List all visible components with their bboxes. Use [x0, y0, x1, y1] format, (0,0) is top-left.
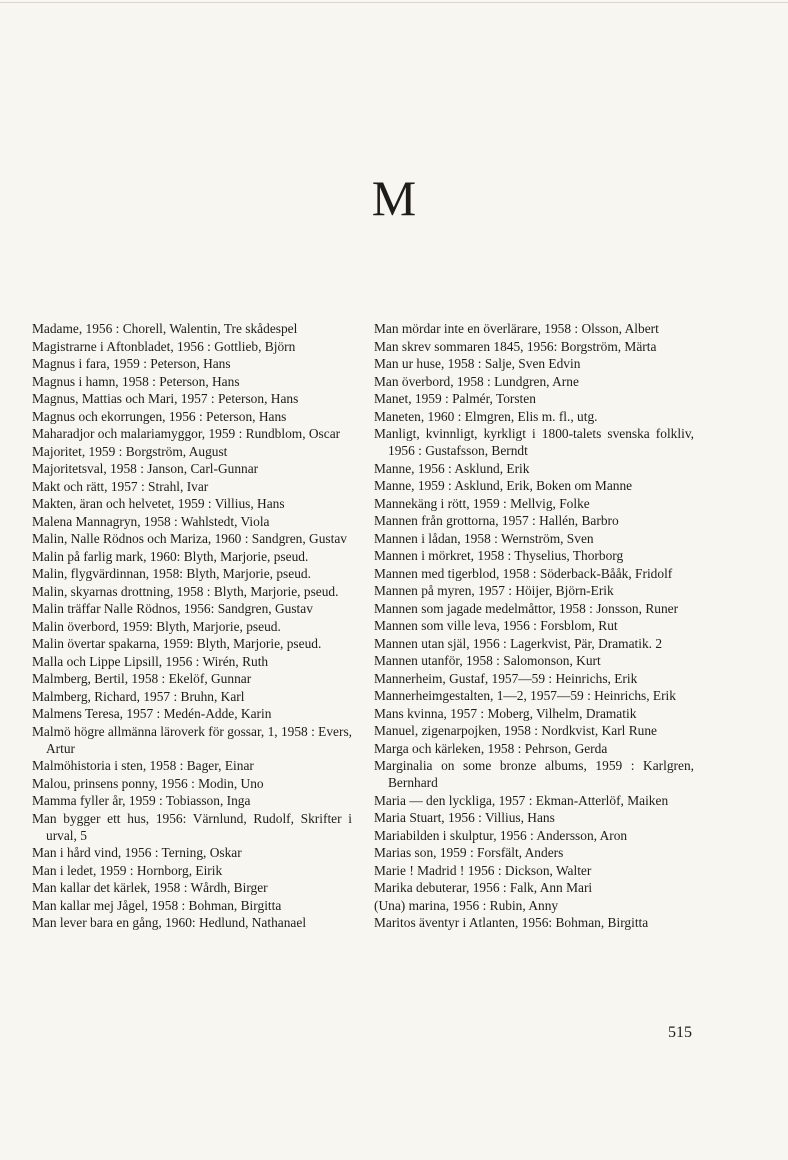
index-entry: Mannen med tigerblod, 1958 : Söderback-Bååk, Fridolf: [374, 565, 673, 581]
index-entry: Magnus i fara, 1959 : Peterson, Hans: [32, 356, 231, 371]
index-entry: Magnus och ekorrungen, 1956 : Peterson, Hans: [32, 408, 287, 424]
index-entry: Marie ! Madrid ! 1956 : Dickson, Walter: [374, 862, 592, 878]
index-entry: Man överbord, 1958 : Lundgren, Arne: [374, 373, 579, 389]
index-entry: Mamma fyller år, 1959 : Tobiasson, Inga: [32, 793, 251, 808]
index-entry: Marginalia on some bronze albums, 1959 : Karlgren, Bernhard: [374, 758, 694, 790]
index-entry: Malin träffar Nalle Rödnos, 1956: Sandgren, Gustav: [32, 601, 313, 616]
index-entry: Malin på farlig mark, 1960: Blyth, Marjorie, pseud.: [32, 548, 309, 564]
index-entry: Mannen utan själ, 1956 : Lagerkvist, Pär, Dramatik. 2: [374, 635, 663, 651]
index-entry: Malou, prinsens ponny, 1956 : Modin, Uno: [32, 775, 264, 791]
right-column: [374, 320, 694, 932]
index-entry: Maria — den lyckliga, 1957 : Ekman-Atterlöf, Maiken: [374, 792, 669, 808]
index-entry: Manne, 1959 : Asklund, Erik, Boken om Manne: [374, 478, 633, 493]
index-entry: Man i ledet, 1959 : Hornborg, Eirik: [32, 862, 223, 878]
index-entry: Malmöhistoria i sten, 1958 : Bager, Einar: [32, 758, 254, 773]
index-entry: Manne, 1956 : Asklund, Erik: [374, 460, 530, 476]
top-rule: [0, 2, 788, 3]
index-entry: Malin, flygvärdinnan, 1958: Blyth, Marjorie, pseud.: [32, 566, 311, 581]
index-entry: Mannen som ville leva, 1956 : Forsblom, Rut: [374, 618, 618, 633]
index-entry: Maritos äventyr i Atlanten, 1956: Bohman, Birgitta: [374, 915, 649, 930]
index-entry: Marga och kärleken, 1958 : Pehrson, Gerda: [374, 740, 608, 756]
index-entry: Makten, äran och helvetet, 1959 : Villius, Hans: [32, 496, 285, 511]
index-entry: Makt och rätt, 1957 : Strahl, Ivar: [32, 478, 209, 494]
index-entry: Man kallar mej Jågel, 1958 : Bohman, Birgitta: [32, 897, 282, 913]
index-entry: Malin övertar spakarna, 1959: Blyth, Marjorie, pseud.: [32, 636, 322, 651]
index-entry: Malla och Lippe Lipsill, 1956 : Wirén, Ruth: [32, 653, 269, 669]
index-entry: Marika debuterar, 1956 : Falk, Ann Mari: [374, 880, 593, 895]
index-entry: Man skrev sommaren 1845, 1956: Borgström, Märta: [374, 338, 657, 354]
index-entry: Magistrarne i Aftonbladet, 1956 : Gottlieb, Björn: [32, 338, 296, 354]
index-entry: Man lever bara en gång, 1960: Hedlund, Nathanael: [32, 915, 307, 930]
index-entry: Mannen från grottorna, 1957 : Hallén, Barbro: [374, 513, 619, 528]
index-entry: (Una) marina, 1956 : Rubin, Anny: [374, 897, 559, 913]
page-number: 515: [668, 1024, 692, 1041]
index-entry: Malena Mannagryn, 1958 : Wahlstedt, Viola: [32, 513, 270, 529]
index-entry: Manuel, zigenarpojken, 1958 : Nordkvist, Karl Rune: [374, 723, 658, 738]
index-entry: Man mördar inte en överlärare, 1958 : Olsson, Albert: [374, 321, 659, 336]
index-entry: Man kallar det kärlek, 1958 : Wårdh, Birger: [32, 880, 268, 895]
index-entry: Malmberg, Bertil, 1958 : Ekelöf, Gunnar: [32, 671, 252, 686]
index-entry: Malmö högre allmänna läroverk för gossar, 1, 1958 : Evers, Artur: [32, 723, 353, 756]
index-entry: Maria Stuart, 1956 : Villius, Hans: [374, 810, 555, 825]
index-entry: Mariabilden i skulptur, 1956 : Andersson, Aron: [374, 827, 628, 843]
index-entry: Malin, Nalle Rödnos och Mariza, 1960 : Sandgren, Gustav: [32, 531, 347, 546]
index-entry: Maneten, 1960 : Elmgren, Elis m. fl., utg.: [374, 408, 598, 424]
index-entry: Mannerheim, Gustaf, 1957—59 : Heinrichs, Erik: [374, 670, 638, 686]
index-entry: Majoritetsval, 1958 : Janson, Carl-Gunnar: [32, 461, 259, 476]
index-entry: Man ur huse, 1958 : Salje, Sven Edvin: [374, 356, 581, 371]
index-entry: Malin överbord, 1959: Blyth, Marjorie, pseud.: [32, 618, 281, 634]
index-entry: Mannen i lådan, 1958 : Wernström, Sven: [374, 530, 594, 546]
index-entry: Mannen utanför, 1958 : Salomonson, Kurt: [374, 653, 601, 668]
section-letter: M: [371, 170, 417, 226]
index-entry: Majoritet, 1959 : Borgström, August: [32, 443, 228, 459]
index-entry: Mannen i mörkret, 1958 : Thyselius, Thorborg: [374, 548, 624, 563]
index-entry: Man i hård vind, 1956 : Terning, Oskar: [32, 845, 242, 860]
left-column: [32, 320, 352, 932]
index-entry: Mans kvinna, 1957 : Moberg, Vilhelm, Dramatik: [374, 705, 637, 721]
index-entry: Manet, 1959 : Palmér, Torsten: [374, 391, 536, 406]
index-entry: Marias son, 1959 : Forsfält, Anders: [374, 845, 564, 860]
index-entry: Mannekäng i rött, 1959 : Mellvig, Folke: [374, 495, 590, 511]
index-entry: Malmens Teresa, 1957 : Medén-Adde, Karin: [32, 706, 272, 721]
index-entry: Madame, 1956 : Chorell, Walentin, Tre skådespel: [32, 321, 298, 336]
index-entry: Maharadjor och malariamyggor, 1959 : Rundblom, Oscar: [32, 426, 341, 441]
index-entry: Mannerheimgestalten, 1—2, 1957—59 : Heinrichs, Erik: [374, 688, 676, 703]
index-entry: Man bygger ett hus, 1956: Värnlund, Rudolf, Skrifter i urval, 5: [32, 810, 352, 843]
index-entry: Manligt, kvinnligt, kyrkligt i 1800-talets svenska folkliv, 1956 : Gustafsson, Berndt: [374, 426, 694, 458]
index-entry: Magnus i hamn, 1958 : Peterson, Hans: [32, 373, 240, 389]
index-entry: Mannen som jagade medelmåttor, 1958 : Jonsson, Runer: [374, 600, 679, 616]
index-entry: Mannen på myren, 1957 : Höijer, Björn-Erik: [374, 583, 614, 598]
index-entry: Malmberg, Richard, 1957 : Bruhn, Karl: [32, 688, 245, 704]
index-entry: Malin, skyarnas drottning, 1958 : Blyth, Marjorie, pseud.: [32, 583, 339, 599]
index-entry: Magnus, Mattias och Mari, 1957 : Peterson, Hans: [32, 391, 299, 406]
